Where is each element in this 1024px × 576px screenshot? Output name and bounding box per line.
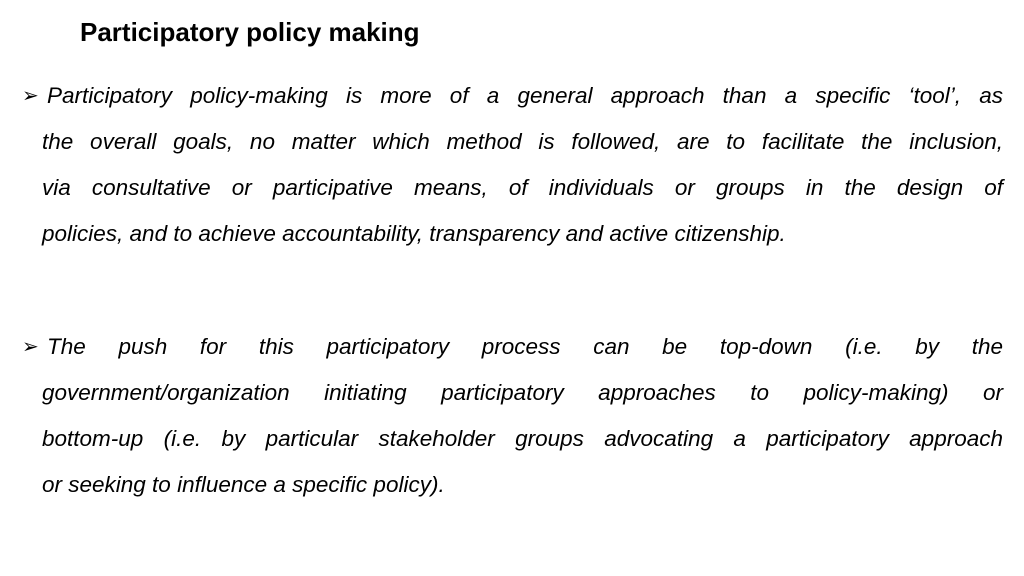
bullet-2-line: government/organization initiating participatory approaches to policy-making) or — [42, 380, 1003, 405]
bullet-2-line: or seeking to influence a specific policy). — [42, 472, 445, 497]
bullet-1-line: via consultative or participative means, of individuals or groups in the design of — [42, 175, 1003, 200]
arrow-bullet-icon: ➢ — [22, 85, 39, 107]
bullet-1-line: the overall goals, no matter which method is followed, are to facilitate the inclusion, — [42, 129, 1003, 154]
bullet-1-line: Participatory policy-making is more of a general approach than a specific ‘tool’, as — [47, 83, 1003, 108]
bullet-2-line: bottom-up (i.e. by particular stakeholder groups advocating a participatory approach — [42, 426, 1003, 451]
bullet-2-line: The push for this participatory process can be top-down (i.e. by the — [47, 334, 1003, 359]
bullet-1-line: policies, and to achieve accountability, transparency and active citizenship. — [42, 221, 786, 246]
arrow-bullet-icon: ➢ — [22, 336, 39, 358]
slide-title: Participatory policy making — [80, 17, 420, 47]
